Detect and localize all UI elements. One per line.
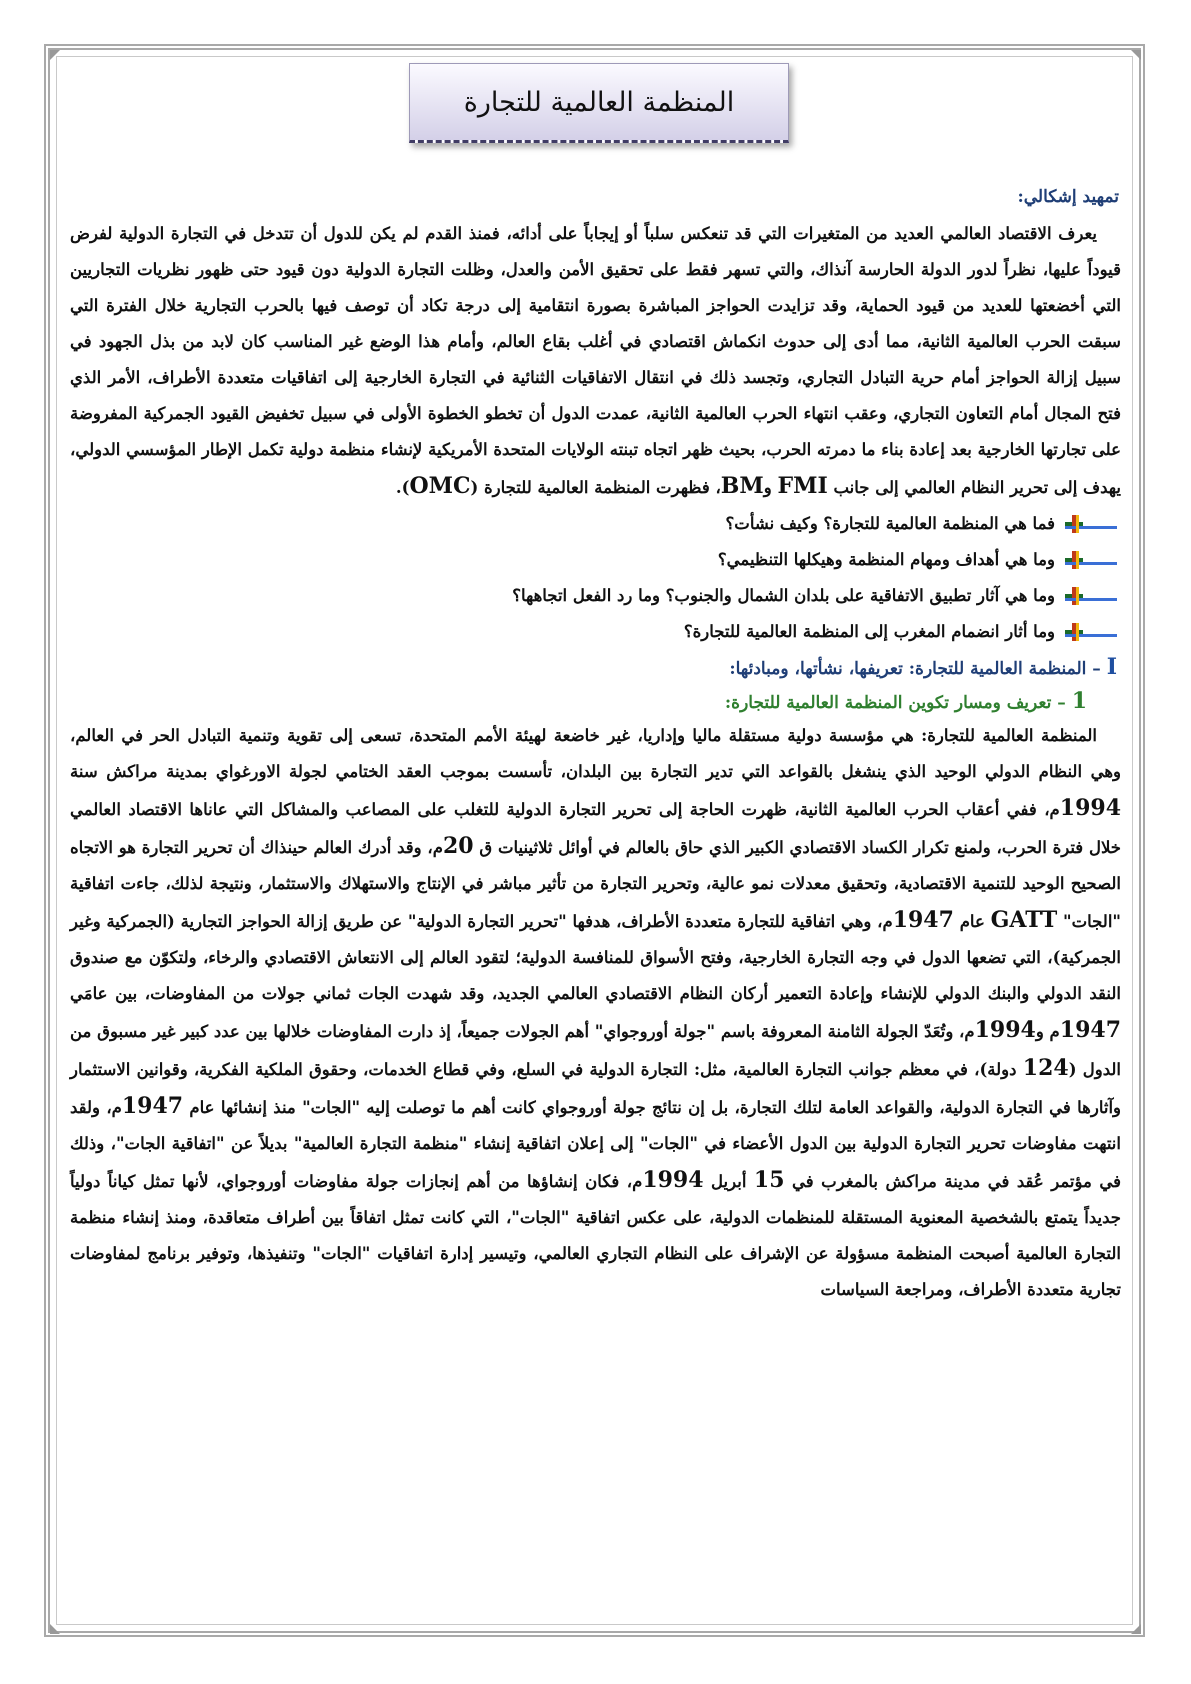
list-item: وما أثار انضمام المغرب إلى المنظمة العالمية للتجارة؟ (70, 614, 1083, 650)
corner-ornament-top-right (1131, 50, 1141, 60)
corner-ornament-top-left (50, 50, 60, 60)
intro-paragraph: يعرف الاقتصاد العالمي العديد من المتغيرات التي قد تنعكس سلباً أو إيجاباً على أدائه، فمنذ القدم لم يكن للدول أن تتدخل في التجارة الدولية لفرض قيوداً عليها، نظراً لدور الدولة الحارسة آنذاك، والتي تسهر فقط على تحقيق الأمن والعدل، وظلت التجارة الدولية دون قيود حتى ظهور نظريات التجاريين التي أخضعتها للعديد من قيود الحماية، وقد تزايدت الحواجز المباشرة بصورة انتقامية إلى درجة تكاد أن توصف فيها بالحرب التجارية خلال الفترة التي سبقت الحرب العالمية الثانية، مما أدى إلى حدوث انكماش اقتصادي في أغلب بقاع العالم، وأمام هذا الوضع غير المناسب كان لابد من بذل الجهود في سبيل إزالة الحواجز أمام حرية التبادل التجاري، وتجسد ذلك في انتقال الاتفاقيات الثنائية في التجارة الخارجية إلى اتفاقيات متعددة الأطراف، الأمر الذي فتح المجال أمام التعاون التجاري، وعقب انتهاء الحرب العالمية الثانية، عمدت الدول أن تخطو الخطوة الأولى في سبيل تخفيض القيود الجمركية المفروضة على تجارتها الخارجية بعد إعادة بناء ما دمرته الحرب، بحيث ظهر اتجاه تبنته الولايات المتحدة الأمريكية لإنشاء منظمة دولية تكمل الإطار المؤسسي الدولي، يهدف إلى تحرير النظام العالمي إلى جانب FMI وBM، فظهرت المنظمة العالمية للتجارة (OMC). (70, 224, 1121, 499)
page-title: المنظمة العالمية للتجارة (463, 86, 735, 118)
document-content (70, 182, 1121, 1308)
plus-bullet-icon (1065, 587, 1083, 605)
section-heading-i: I – المنظمة العالمية للتجارة: تعريفها، نشأتها، ومبادئها: (729, 654, 1117, 680)
bm-abbr: BM (720, 473, 764, 499)
intro-heading: تمهيد إشكالي: (1017, 187, 1119, 207)
page-title-box (409, 63, 789, 143)
fmi-abbr: FMI (777, 473, 828, 499)
omc-abbr: OMC (409, 473, 471, 499)
section-heading-1: 1 – تعريف ومسار تكوين المنظمة العالمية للتجارة: (724, 688, 1087, 714)
plus-bullet-icon (1065, 623, 1083, 641)
corner-ornament-bottom-left (50, 1624, 60, 1634)
plus-bullet-icon (1065, 551, 1083, 569)
list-item: وما هي أهداف ومهام المنظمة وهيكلها التنظيمي؟ (70, 542, 1083, 578)
list-item: فما هي المنظمة العالمية للتجارة؟ وكيف نشأت؟ (70, 506, 1083, 542)
plus-bullet-icon (1065, 515, 1083, 533)
corner-ornament-bottom-right (1131, 1624, 1141, 1634)
list-item: وما هي آثار تطبيق الاتفاقية على بلدان الشمال والجنوب؟ وما رد الفعل اتجاهها؟ (70, 578, 1083, 614)
questions-list (70, 506, 1121, 650)
body-paragraph: المنظمة العالمية للتجارة: هي مؤسسة دولية مستقلة ماليا وإداريا، غير خاضعة لهيئة الأمم المتحدة، تسعى إلى تقوية وتنمية التبادل الحر في العالم، وهي النظام الدولي الوحيد الذي ينشغل بالقواعد التي تدير التجارة بين البلدان، تأسست بموجب العقد الختامي لجولة الاورغواي بمدينة مراكش سنة 1994م، ففي أعقاب الحرب العالمية الثانية، ظهرت الحاجة إلى تحرير التجارة الدولية للتغلب على المصاعب والمشاكل التي عاناها الاقتصاد العالمي خلال فترة الحرب، ولمنع تكرار الكساد الاقتصادي الكبير الذي حاق بالعالم في أوائل ثلاثينيات ق 20م، وقد أدرك العالم حينذاك أن تحرير التجارة هو الاتجاه الصحيح الوحيد للتنمية الاقتصادية، وتحقيق معدلات نمو عالية، وتحرير التجارة من تأثير مباشر في الإنتاج والاستهلاك والاستثمار، ونتيجة لذلك، جاءت اتفاقية "الجات" GATT عام 1947م، وهي اتفاقية للتجارة متعددة الأطراف، هدفها "تحرير التجارة الدولية" عن طريق إزالة الحواجز التجارية (الجمركية وغير الجمركية)، التي تضعها الدول في وجه التجارة الخارجية، وفتح الأسواق للمنافسة الدولية؛ لتقود العالم إلى الانتعاش الاقتصادي والرخاء، ولتكوّن مع صندوق النقد الدولي والبنك الدولي للإنشاء وإعادة التعمير أركان النظام الاقتصادي العالمي الجديد، وقد شهدت الجات ثماني جولات من المفاوضات، بين عامَي 1947م و1994م، وتُعَدّ الجولة الثامنة المعروفة باسم "جولة أوروجواي" أهم الجولات جميعاً، إذ دارت المفاوضات خلالها بين عدد كبير غير مسبوق من الدول (124 دولة)، في معظم جوانب التجارة العالمية، مثل: التجارة الدولية في السلع، وفي قطاع الخدمات، وحقوق الملكية الفكرية، وقوانين الاستثمار وآثارها في التجارة الدولية، والقواعد العامة لتلك التجارة، بل إن نتائج جولة أوروجواي كانت أهم ما توصلت إليه "الجات" منذ إنشائها عام 1947م، ولقد انتهت مفاوضات تحرير التجارة الدولية بين الدول الأعضاء في "الجات" إلى إعلان اتفاقية إنشاء "منظمة التجارة العالمية" بديلاً عن "اتفاقية الجات"، وذلك في مؤتمر عُقد في مدينة مراكش بالمغرب في 15 أبريل 1994م، فكان إنشاؤها من أهم إنجازات جولة مفاوضات أوروجواي، لأنها تمثل كياناً دولياً جديداً يتمتع بالشخصية المعنوية المستقلة للمنظمات الدولية، على عكس اتفاقية "الجات"، التي كانت تمثل اتفاقاً بين أطراف متعاقدة، ومنذ إنشاء منظمة التجارة العالمية أصبحت المنظمة مسؤولة عن الإشراف على النظام التجاري العالمي، وتيسير إدارة اتفاقيات "الجات" وتنفيذها، وتوفير برنامج لمفاوضات تجارية متعددة الأطراف، ومراجعة السياسات (70, 726, 1122, 1299)
